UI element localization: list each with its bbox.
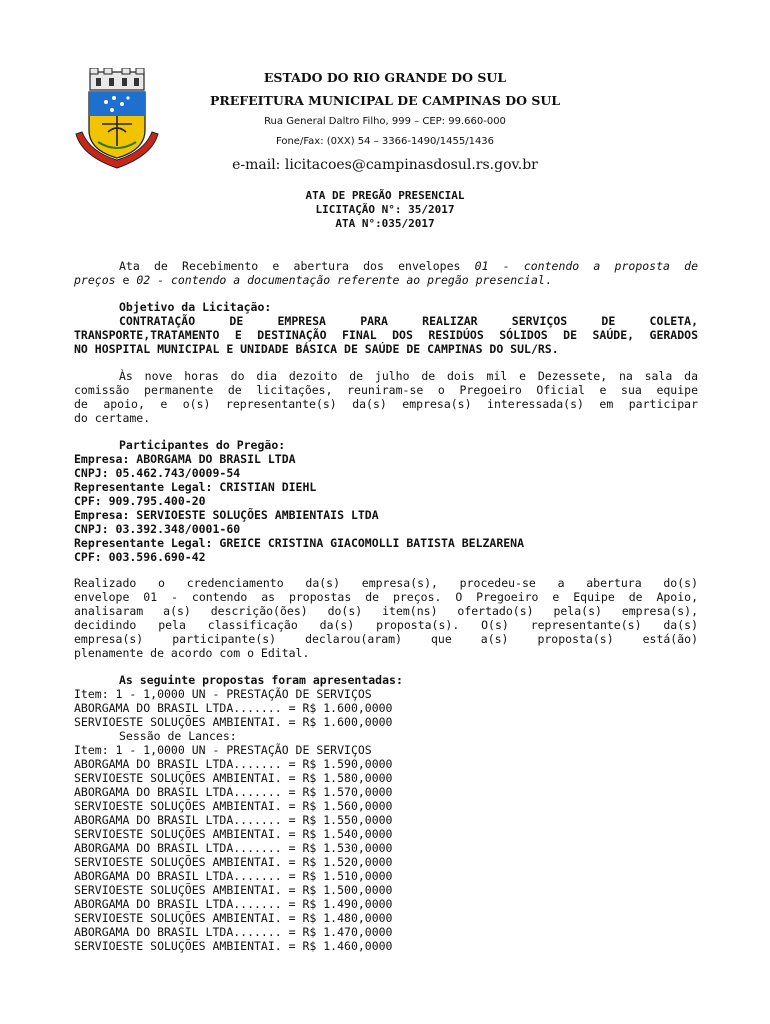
intro-italic-a: 01 - contendo a proposta de xyxy=(474,259,699,273)
credenciamento-line: Realizado o credenciamento da(s) empresa(s), procedeu-se a abertura do(s) xyxy=(74,576,698,590)
shield-icon xyxy=(89,92,145,158)
objective-label: Objetivo da Licitação: xyxy=(119,300,272,314)
document-title: ATA DE PREGÃO PRESENCIAL xyxy=(305,189,465,202)
objective-section xyxy=(74,300,698,356)
lance-entry: ABORGAMA DO BRASIL LTDA....... = R$ 1.510,0000 xyxy=(74,869,393,883)
participant-line: CNPJ: 05.462.743/0009-54 xyxy=(74,466,241,480)
lance-entry: SERVIOESTE SOLUÇÕES AMBIENTAI. = R$ 1.580,0000 xyxy=(74,771,393,785)
intro-italic-b: preços xyxy=(74,273,116,287)
participants-section xyxy=(74,438,698,564)
meeting-line-1: Às nove horas do dia dezoito de julho de dois mil e Dezessete, na sala da xyxy=(119,369,698,383)
credenciamento-paragraph xyxy=(74,576,698,660)
participant-line: Empresa: ABORGAMA DO BRASIL LTDA xyxy=(74,452,296,466)
phone-line: Fone/Fax: (0XX) 54 – 3366-1490/1455/1436 xyxy=(275,136,495,147)
participant-line: CNPJ: 03.392.348/0001-60 xyxy=(74,522,241,536)
lance-entry: SERVIOESTE SOLUÇÕES AMBIENTAI. = R$ 1.480,0000 xyxy=(74,911,393,925)
lance-entry: ABORGAMA DO BRASIL LTDA....... = R$ 1.530,0000 xyxy=(74,841,393,855)
address-line: Rua General Daltro Filho, 999 – CEP: 99.660-000 xyxy=(264,116,506,127)
proposals-item: Item: 1 - 1,0000 UN - PRESTAÇÃO DE SERVIÇOS xyxy=(74,687,372,701)
intro-text-c: . xyxy=(544,273,552,287)
objective-line-2: TRANSPORTE,TRATAMENTO E DESTINAÇÃO FINAL DOS RESIDÚOS SÓLIDOS DE SAÚDE, GERADOS xyxy=(74,328,698,342)
lance-entry: SERVIOESTE SOLUÇÕES AMBIENTAI. = R$ 1.520,0000 xyxy=(74,855,393,869)
lance-entry: ABORGAMA DO BRASIL LTDA....... = R$ 1.590,0000 xyxy=(74,757,393,771)
licitacao-number: LICITAÇÃO N°: 35/2017 xyxy=(315,203,455,216)
credenciamento-last-line: plenamente de acordo com o Edital. xyxy=(74,646,310,660)
lance-entry: SERVIOESTE SOLUÇÕES AMBIENTAI. = R$ 1.540,0000 xyxy=(74,827,393,841)
meeting-line-4: do certame. xyxy=(74,411,151,425)
meeting-paragraph xyxy=(74,369,698,425)
proposal-entry: SERVIOESTE SOLUÇÕES AMBIENTAI. = R$ 1.600,0000 xyxy=(74,715,393,729)
lance-entry: SERVIOESTE SOLUÇÕES AMBIENTAI. = R$ 1.500,0000 xyxy=(74,883,393,897)
prefeitura-heading: PREFEITURA MUNICIPAL DE CAMPINAS DO SUL xyxy=(209,93,561,108)
credenciamento-line: envelope 01 - contendo as propostas de preços. O Pregoeiro e Equipe de Apoio, xyxy=(74,590,698,604)
lance-entry: ABORGAMA DO BRASIL LTDA....... = R$ 1.570,0000 xyxy=(74,785,393,799)
intro-text-b: e xyxy=(115,273,137,287)
ata-number: ATA N°:035/2017 xyxy=(335,217,435,230)
state-heading: ESTADO DO RIO GRANDE DO SUL xyxy=(263,70,507,85)
lance-entry: ABORGAMA DO BRASIL LTDA....... = R$ 1.550,0000 xyxy=(74,813,393,827)
proposals-section xyxy=(74,673,698,953)
lance-entry: SERVIOESTE SOLUÇÕES AMBIENTAI. = R$ 1.460,0000 xyxy=(74,939,393,953)
intro-text-a: Ata de Recebimento e abertura dos envelopes xyxy=(119,259,475,273)
participant-line: Representante Legal: GREICE CRISTINA GIACOMOLLI BATISTA BELZARENA xyxy=(74,536,525,550)
participant-line: CPF: 909.795.400-20 xyxy=(74,494,206,508)
lances-item: Item: 1 - 1,0000 UN - PRESTAÇÃO DE SERVIÇOS xyxy=(74,743,372,757)
participants-label: Participantes do Pregão: xyxy=(119,438,286,452)
proposal-entry: ABORGAMA DO BRASIL LTDA....... = R$ 1.600,0000 xyxy=(74,701,393,715)
intro-paragraph xyxy=(74,259,698,287)
participant-line: Empresa: SERVIOESTE SOLUÇÕES AMBIENTAIS LTDA xyxy=(74,508,379,522)
intro-italic-c: 02 - contendo a documentação referente ao pregão presencial xyxy=(136,273,545,287)
meeting-line-3: de apoio, e o(s) representante(s) da(s) empresa(s) interessada(s) em participar xyxy=(74,397,698,411)
lance-entry: ABORGAMA DO BRASIL LTDA....... = R$ 1.470,0000 xyxy=(74,925,393,939)
crown-icon xyxy=(90,68,144,90)
email-line[interactable]: e-mail: licitacoes@campinasdosul.rs.gov.br xyxy=(232,157,538,173)
objective-line-3: NO HOSPITAL MUNICIPAL E UNIDADE BÁSICA DE SAÚDE DE CAMPINAS DO SUL/RS. xyxy=(74,342,559,356)
lance-entry: SERVIOESTE SOLUÇÕES AMBIENTAI. = R$ 1.560,0000 xyxy=(74,799,393,813)
municipal-coat-of-arms-logo xyxy=(72,68,162,178)
credenciamento-line: empresa(s) participante(s) declarou(aram) que a(s) proposta(s) está(ão) xyxy=(74,632,698,646)
participant-line: CPF: 003.596.690-42 xyxy=(74,550,206,564)
lance-entry: ABORGAMA DO BRASIL LTDA....... = R$ 1.490,0000 xyxy=(74,897,393,911)
objective-line-1: CONTRATAÇÃO DE EMPRESA PARA REALIZAR SERVIÇOS DE COLETA, xyxy=(119,314,698,328)
credenciamento-line: decidindo pela classificação da(s) proposta(s). O(s) representante(s) da(s) xyxy=(74,618,698,632)
lances-label: Sessão de Lances: xyxy=(119,729,237,743)
participant-line: Representante Legal: CRISTIAN DIEHL xyxy=(74,480,317,494)
meeting-line-2: comissão permanente de licitações, reuniram-se o Pregoeiro Oficial e sua equipe xyxy=(74,383,698,397)
proposals-label: As seguinte propostas foram apresentadas: xyxy=(119,673,403,687)
credenciamento-line: analisaram a(s) descrição(ões) do(s) item(ns) ofertado(s) pela(s) empresa(s), xyxy=(74,604,698,618)
